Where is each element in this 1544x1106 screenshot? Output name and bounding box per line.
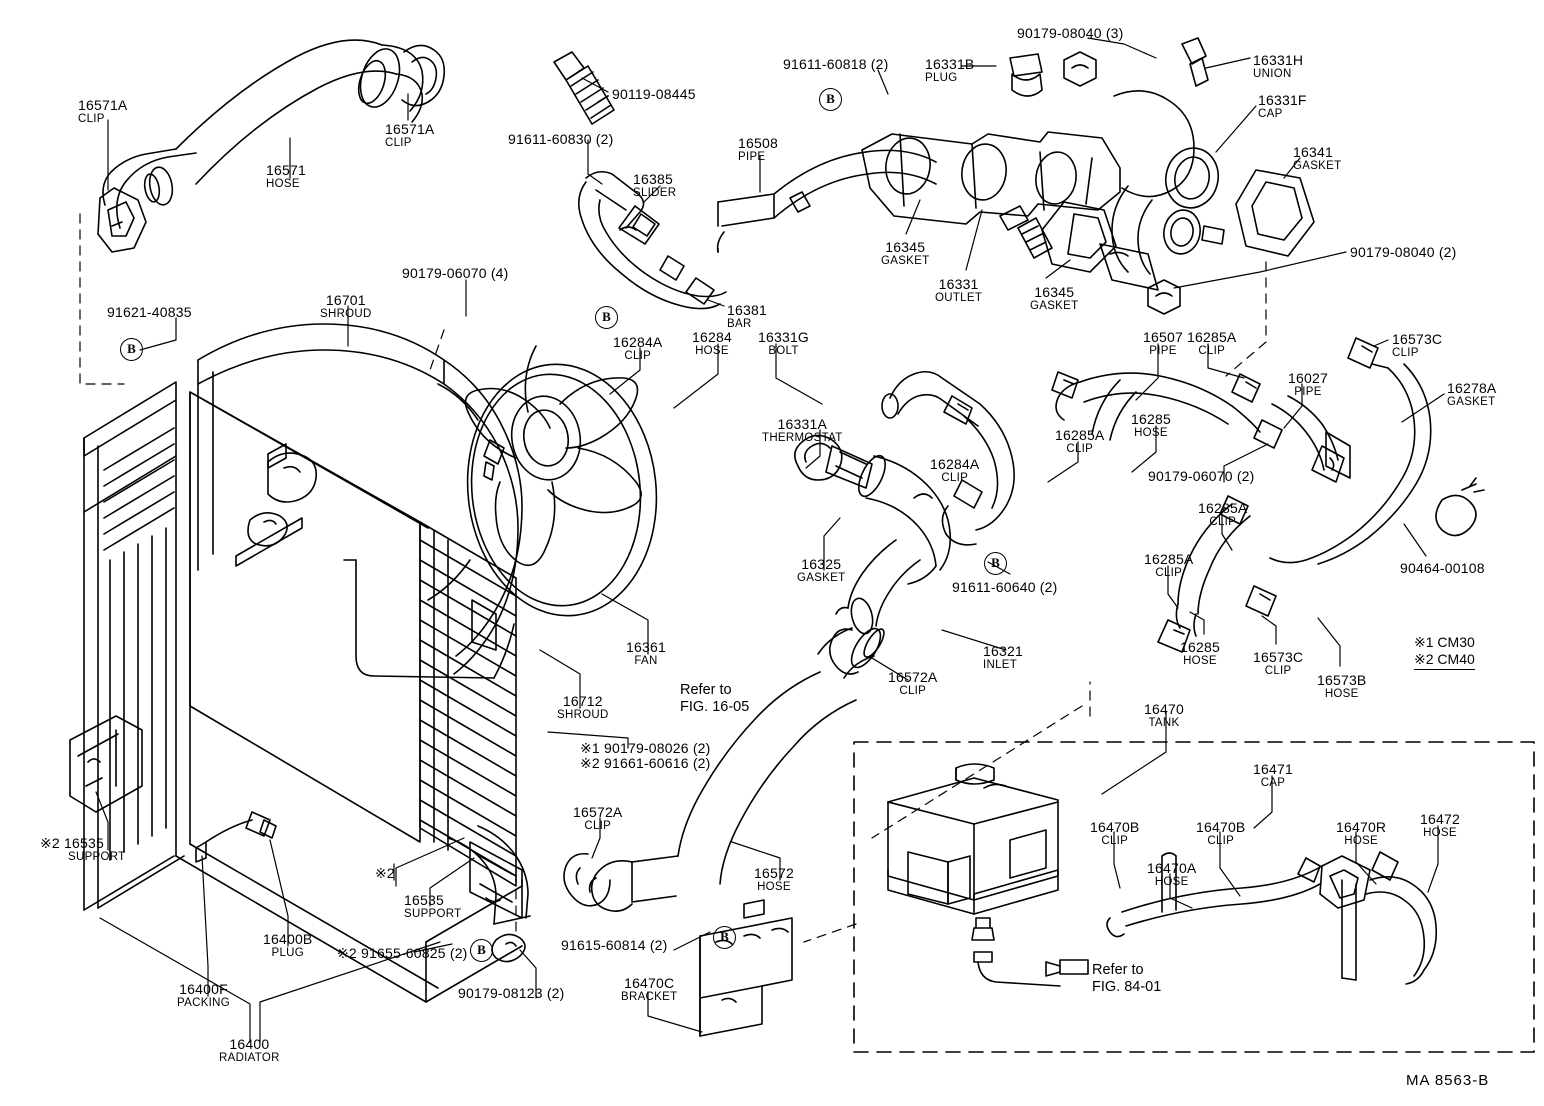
part-number: 16285A [1144,551,1194,567]
star-legend-mark-1: ※1 [1414,634,1434,650]
callout-16400F-packing [177,982,230,1010]
part-number: 16331G [758,329,810,345]
part-number: 16285A [1198,500,1248,516]
callout-16507-pipe [1143,330,1183,358]
callout-16331A-thermostat [762,417,843,445]
part-name: SUPPORT [68,851,126,863]
circle-b-marker: B [470,939,493,962]
callout-91615-60814 [561,938,668,953]
part-number: 16027 [1288,370,1328,386]
part-name: GASKET [1447,396,1496,408]
callout-16284A-clip-b [930,457,979,485]
part-number: 16331 [938,276,979,292]
callout-16321-inlet [983,644,1023,672]
part-name: CLIP [1207,835,1235,847]
part-number: 16572A [888,669,938,685]
part-name: HOSE [1154,876,1189,888]
callout-90179-06070-2 [1148,469,1255,484]
part-name: PIPE [738,151,766,163]
callout-16285-hose-b [1180,640,1220,668]
callout-16572-hose [754,866,794,894]
part-name: HOSE [1344,835,1379,847]
part-name: CLIP [1209,516,1237,528]
reference-line1: Refer to [1092,962,1144,978]
callout-16572A-clip-a [888,670,937,698]
callout-91611-60640 [952,580,1057,595]
part-number: 16508 [738,135,778,151]
part-name: HOSE [1183,655,1217,667]
part-number: 16712 [562,693,603,709]
callout-16285A-clip-d [1144,552,1193,580]
part-number: 16507 [1143,329,1183,345]
part-number: 16285A [1187,329,1237,345]
callout-91611-60818 [783,57,888,72]
callout-16472-hose [1420,812,1460,840]
part-name: RADIATOR [219,1052,280,1064]
part-number: 16472 [1420,811,1460,827]
part-number: 16571 [266,162,306,178]
part-name: HOSE [695,345,729,357]
part-number: 16701 [325,292,366,308]
callout-16285-hose-a [1131,412,1171,440]
callout-16325-gasket [797,557,845,585]
reference-fig-84-01 [1092,962,1161,996]
callout-16470B-clip-b [1196,820,1245,848]
part-name: SHROUD [557,709,609,721]
part-name: CLIP [1264,665,1292,677]
part-name: CLIP [78,113,105,125]
part-number: 16341 [1293,144,1333,160]
part-number: 16331B [925,56,975,72]
part-number: 16381 [727,302,767,318]
star-legend-text-2: CM40 [1437,651,1475,667]
callout-16284-hose [692,330,732,358]
part-number: 16470B [1196,819,1246,835]
part-number: 16471 [1253,761,1293,777]
callout-16331B-plug [925,57,974,85]
part-number: 91611-60830 (2) [508,131,614,147]
part-name: CLIP [1101,835,1129,847]
part-name: HOSE [266,178,300,190]
callout-16331F-cap [1258,93,1307,121]
callout-16278A-gasket [1447,381,1496,409]
callout-16285A-clip-b [1055,428,1104,456]
sheet-code: MA 8563-B [1406,1072,1490,1089]
callout-16471-cap [1253,762,1293,790]
callout-91621-40835 [107,305,192,320]
callout-16571A-clip-left [78,98,127,126]
callout-16572A-clip-b [573,805,622,833]
callout-16345-gasket-left [881,240,929,268]
callout-16535-support-right [404,893,461,921]
part-number: ※2 91661-60616 (2) [580,755,711,771]
part-name: HOSE [1324,688,1359,700]
reference-line2: FIG. 16-05 [680,699,750,715]
callout-16027-pipe [1288,371,1328,399]
callout-16712-shroud [557,694,609,722]
part-number: 16321 [983,643,1023,659]
part-name: OUTLET [935,292,983,304]
part-number: 16400F [179,981,228,997]
star-legend [1414,634,1475,670]
part-number: 16345 [885,239,926,255]
part-number: 91615-60814 (2) [561,937,668,953]
callout-16331H-union [1253,53,1303,81]
part-number: 16325 [801,556,842,572]
part-name: HOSE [757,881,791,893]
callout-90179-08040-2 [1350,245,1457,260]
part-number: 16331H [1253,52,1304,68]
callout-16701-shroud [320,293,372,321]
reference-line2: FIG. 84-01 [1092,979,1162,995]
callout-90119-08445 [612,87,696,102]
part-number: 91611-60640 (2) [952,579,1058,595]
part-name: TANK [1148,717,1180,729]
circle-b-marker: B [984,552,1007,575]
part-name: PLUG [271,947,304,959]
callout-91611-60830 [508,132,613,147]
part-name: CLIP [941,472,969,484]
part-name: SUPPORT [404,908,462,920]
callout-16381-bar [727,303,767,331]
part-name: GASKET [1293,160,1342,172]
callout-16571-hose [266,163,306,191]
callout-16470A-hose [1147,861,1196,889]
callout-16400B-plug [263,932,312,960]
part-name: PIPE [1294,386,1322,398]
part-number: 16284 [692,329,732,345]
star-mark-16535 [375,866,395,881]
circle-b-marker: B [713,926,736,949]
part-name: CLIP [1155,567,1183,579]
reference-fig-16-05 [680,682,749,716]
part-name: GASKET [881,255,930,267]
part-number: 91611-60818 (2) [783,56,889,72]
part-number: 16278A [1447,380,1497,396]
callout-16331-outlet [935,277,982,305]
part-name: PIPE [1149,345,1177,357]
part-number: 90119-08445 [612,86,696,102]
part-name: UNION [1253,68,1292,80]
callout-16470-tank [1144,702,1184,730]
part-number: 16345 [1034,284,1075,300]
part-number: 16535 [404,892,444,908]
callout-16400-radiator [219,1037,280,1065]
callout-16284A-clip-a [613,335,662,363]
part-name: CLIP [1198,345,1226,357]
callout-16535-support-left [40,836,125,864]
part-name: PLUG [925,72,958,84]
part-name: FAN [634,655,658,667]
part-name: INLET [983,659,1018,671]
part-name: BAR [727,318,752,330]
circle-b-marker: B [819,88,842,111]
part-name: CAP [1260,777,1286,789]
part-number: 16284A [930,456,980,472]
callout-16470B-clip-a [1090,820,1139,848]
callout-16345-gasket-right [1030,285,1078,313]
part-number: 16470R [1336,819,1387,835]
part-number: 16470 [1144,701,1184,717]
part-number: 16285 [1180,639,1220,655]
part-number: 16571A [78,97,128,113]
part-name: GASKET [797,572,846,584]
part-number: 91621-40835 [107,304,192,320]
part-name: SHROUD [320,308,372,320]
callout-16331G-bolt [758,330,809,358]
part-number: 90464-00108 [1400,560,1485,576]
part-number: 16361 [626,639,666,655]
callout-16470R-hose [1336,820,1386,848]
callout-16385-slider [633,172,676,200]
part-number: 16572 [754,865,794,881]
part-name: BOLT [768,345,799,357]
callout-16508-pipe [738,136,778,164]
part-name: CAP [1258,108,1283,120]
part-number: 90179-08040 (2) [1350,244,1457,260]
callout-16573C-clip-a [1392,332,1442,360]
part-name: PACKING [177,997,231,1009]
part-number: 16572A [573,804,623,820]
part-name: GASKET [1030,300,1079,312]
star-mark: ※2 [375,865,395,881]
callout-16341-gasket [1293,145,1341,173]
part-number: 16470A [1147,860,1197,876]
part-number: 16573B [1317,672,1367,688]
star-legend-text-1: CM30 [1437,634,1475,650]
part-number: 16285A [1055,427,1105,443]
part-number: 16573C [1253,649,1304,665]
callout-91655-60825 [337,946,468,961]
circle-b-marker: B [120,338,143,361]
part-number: 16285 [1131,411,1171,427]
part-number: ※2 91655-60825 (2) [337,945,468,961]
part-number: 16400B [263,931,313,947]
callout-90179-08123 [458,986,565,1001]
part-name: CLIP [1066,443,1094,455]
callout-16470C-bracket [621,976,677,1004]
part-number: 90179-08123 (2) [458,985,565,1001]
callout-16573C-clip-b [1253,650,1303,678]
callout-16573B-hose [1317,673,1366,701]
callout-star-bolt-group [580,741,711,771]
circle-b-marker: B [595,306,618,329]
callout-90179-06070-4 [402,266,509,281]
part-number: 16470B [1090,819,1140,835]
callout-90464-00108 [1400,561,1485,576]
part-number: ※2 16535 [40,835,104,851]
part-name: CLIP [624,350,652,362]
part-number: 16400 [229,1036,270,1052]
part-number: 16331F [1258,92,1307,108]
callout-16285A-clip-c [1198,501,1247,529]
part-number: 16470C [624,975,675,991]
star-legend-mark-2: ※2 [1414,651,1434,667]
part-number: 90179-06070 (4) [402,265,509,281]
part-number: ※1 90179-08026 (2) [580,740,711,756]
part-name: HOSE [1134,427,1168,439]
part-number: 90179-06070 (2) [1148,468,1255,484]
callout-16285A-clip-a [1187,330,1236,358]
part-name: SLIDER [633,187,677,199]
part-name: HOSE [1423,827,1457,839]
callout-16571A-clip-right [385,122,434,150]
reference-line1: Refer to [680,682,732,698]
part-name: CLIP [1392,347,1419,359]
part-name: THERMOSTAT [762,432,843,444]
part-name: CLIP [899,685,927,697]
callout-90179-08040-3 [1017,26,1124,41]
part-number: 16573C [1392,331,1443,347]
part-number: 16385 [633,171,673,187]
part-name: BRACKET [621,991,678,1003]
part-number: 90179-08040 (3) [1017,25,1124,41]
part-name: CLIP [584,820,612,832]
callout-16361-fan [626,640,666,668]
part-name: CLIP [385,137,412,149]
part-number: 16284A [613,334,663,350]
part-number: 16571A [385,121,435,137]
part-number: 16331A [777,416,827,432]
